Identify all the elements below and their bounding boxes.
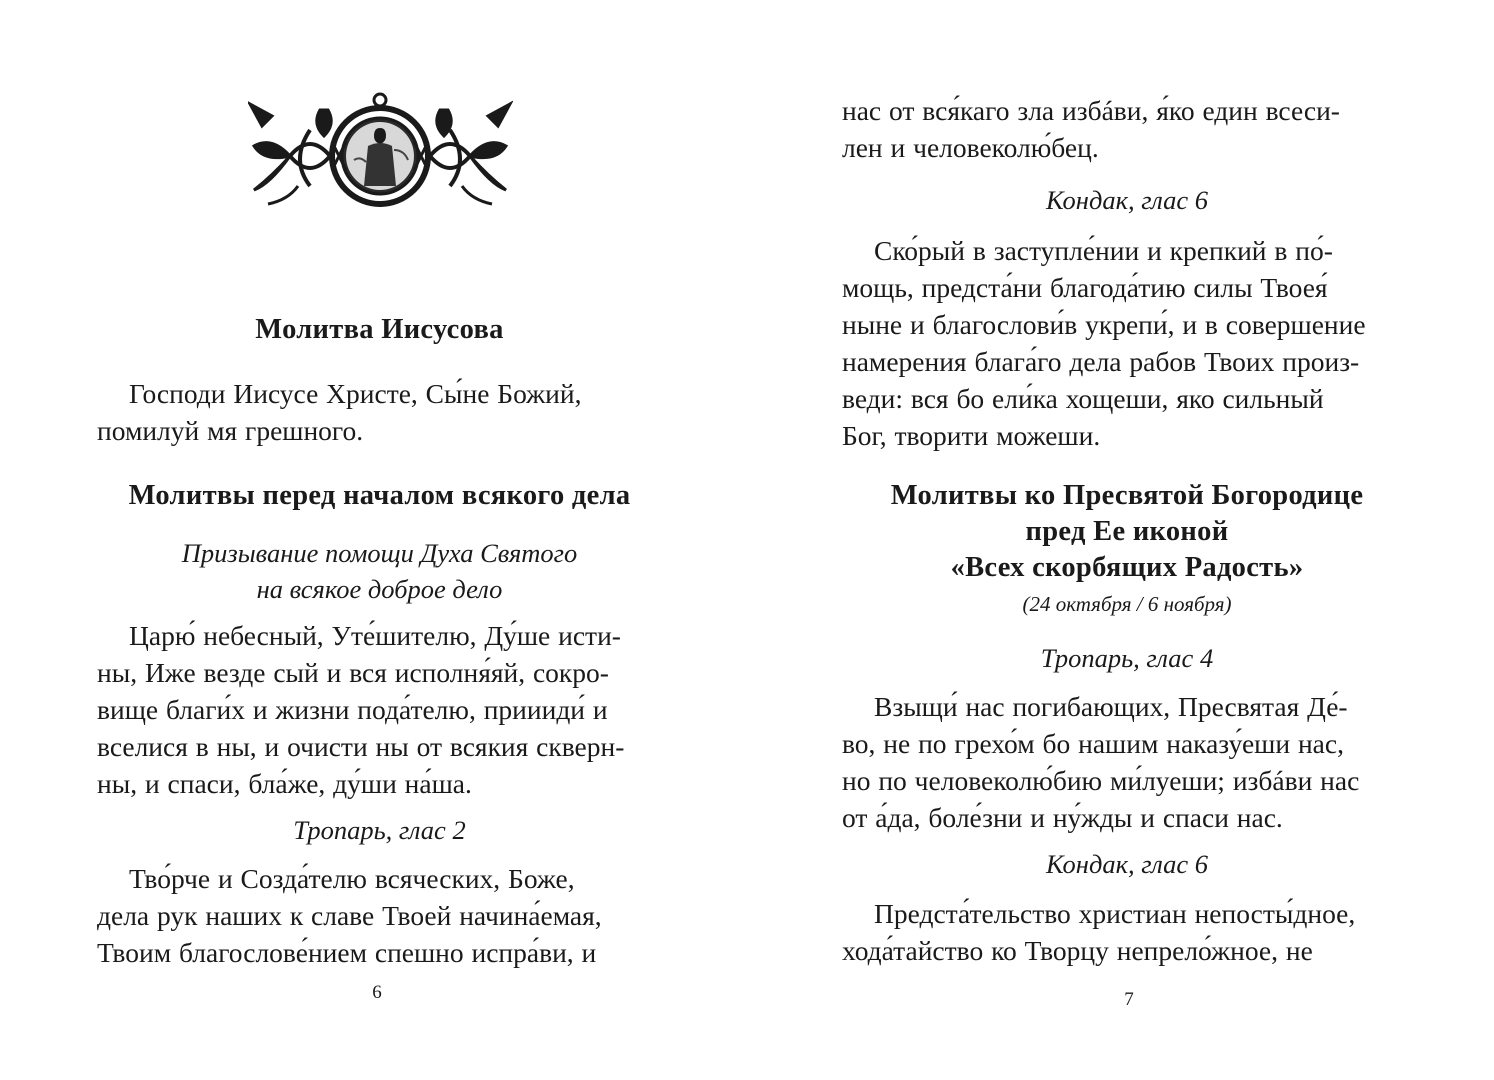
celtic-ornament-icon — [248, 90, 513, 215]
text-line: во, не по грехо́м бо нашим наказу́еши нас, — [842, 728, 1344, 759]
text-line: ны, и спаси, бла́же, ду́ши на́ша. — [97, 768, 472, 799]
text-line: намерения блага́го дела рабов Твоих произ- — [842, 346, 1360, 377]
feast-date: (24 октября / 6 ноября) — [1022, 592, 1232, 616]
text-line: вселися в ны, и очисти ны от всякия скверн- — [97, 731, 625, 762]
text-line: нас от вся́каго зла избáви, я́ко един всеси- — [842, 95, 1340, 126]
text-line: Взыщи́ нас погибающих, Пресвятая Де́- — [874, 691, 1348, 722]
kontakion-text-2 — [842, 895, 1412, 969]
text-line: мощь, предста́ни благода́тию силы Твоея́ — [842, 272, 1328, 303]
left-page — [97, 0, 662, 1080]
troparion-label: Тропарь, глас 2 — [293, 815, 466, 845]
text-line: лен и человеколю́бец. — [842, 132, 1099, 163]
continuation-text — [842, 92, 1412, 166]
right-page — [842, 0, 1412, 1080]
text-line: вище благи́х и жизни пода́телю, приииди́ и — [97, 694, 608, 725]
section-heading: Молитвы перед началом всякого дела — [128, 480, 631, 511]
text-line: но по человеколю́бию ми́луеши; избáви нас — [842, 765, 1360, 796]
troparion-text — [842, 688, 1412, 836]
troparion-label: Тропарь, глас 4 — [1040, 643, 1214, 673]
troparion-text — [97, 860, 662, 971]
text-line: дела рук наших к славе Твоей начина́емая, — [97, 900, 602, 931]
text-line: хода́тайство ко Творцу непрело́жное, не — [842, 935, 1313, 966]
kontakion-label-2: Кондак, глас 6 — [1045, 849, 1209, 879]
page-number: 7 — [1124, 989, 1134, 1010]
theotokos-heading: Молитвы ко Пресвятой Богородице пред Ее иконой «Всех скорбящих Радость» — [890, 480, 1364, 583]
jesus-prayer-title: Молитва Иисусова — [255, 314, 504, 345]
text-line: Ско́рый в заступле́нии и крепкий в по́- — [874, 235, 1333, 266]
kontakion-text-1 — [842, 232, 1412, 454]
kontakion-label-1: Кондак, глас 6 — [1045, 185, 1209, 215]
jesus-prayer-text — [97, 375, 662, 449]
text-line: Твоим благослове́нием спешно испра́ви, и — [97, 937, 597, 968]
text-line: Бог, творити можеши. — [842, 420, 1101, 451]
text-line: ны, Иже везде сый и вся исполня́яй, сокро- — [97, 657, 609, 688]
text-line: помилуй мя грешного. — [97, 415, 364, 446]
king-prayer-text — [97, 617, 662, 802]
page-number: 6 — [372, 982, 382, 1003]
text-line: от а́да, боле́зни и ну́жды и спаси нас. — [842, 802, 1283, 833]
section-subheading: Призывание помощи Духа Святого на всякое доброе дело — [181, 538, 578, 604]
text-line: Царю́ небесный, Уте́шителю, Ду́ше исти- — [129, 620, 621, 651]
text-line: Предста́тельство христиан непосты́дное, — [874, 898, 1356, 929]
text-line: Тво́рче и Созда́телю всяческих, Боже, — [129, 863, 575, 894]
text-line: ныне и благослови́в укрепи́, и в совершение — [842, 309, 1366, 340]
text-line: Господи Иисусе Христе, Сы́не Божий, — [129, 378, 582, 409]
text-line: веди: вся бо ели́ка хощеши, яко сильный — [842, 383, 1324, 414]
